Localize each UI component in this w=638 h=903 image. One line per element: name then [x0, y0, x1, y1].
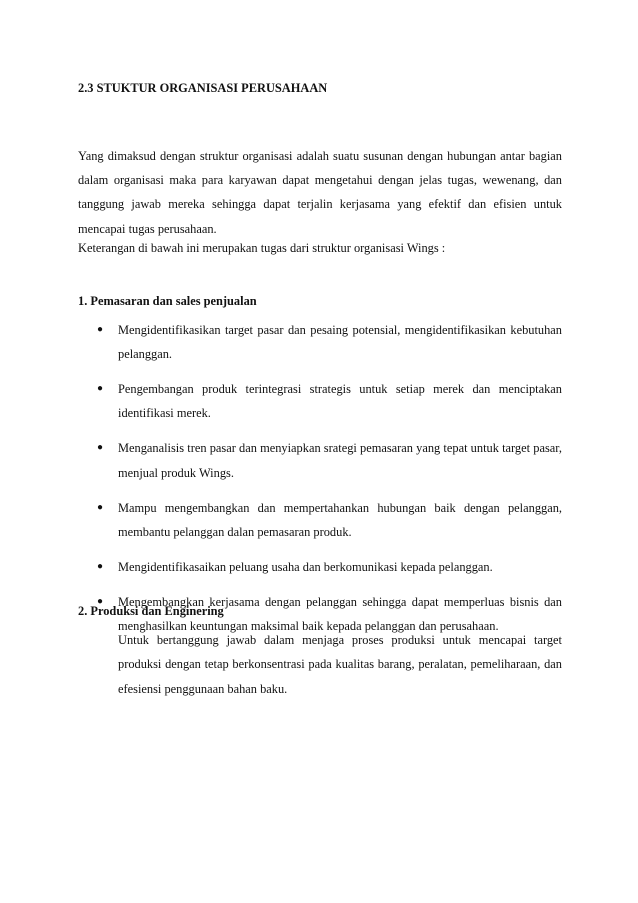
bullet-icon: ●	[97, 595, 104, 607]
keterangan-paragraph: Keterangan di bawah ini merupakan tugas dari struktur organisasi Wings :	[78, 241, 446, 255]
bullet-icon: ●	[97, 442, 104, 454]
bullet-item	[95, 377, 562, 425]
bullet-text: Pengembangan produk terintegrasi strategis untuk setiap merek dan menciptakan identifikasi merek.	[118, 382, 562, 421]
bullet-icon: ●	[97, 501, 104, 513]
bullet-item	[95, 496, 562, 544]
section2-paragraph: Untuk bertanggung jawab dalam menjaga proses produksi untuk mencapai target produksi dengan tetap berkonsentrasi pada kualitas barang, peralatan, pemeliharaan, dan efesiensi penggunaan bahan baku.	[118, 633, 562, 696]
bullet-item	[95, 318, 562, 366]
bullet-icon: ●	[97, 383, 104, 395]
bullet-icon: ●	[97, 560, 104, 572]
section-heading: 2.3 STUKTUR ORGANISASI PERUSAHAAN	[78, 81, 328, 95]
bullet-text: Mampu mengembangkan dan mempertahankan hubungan baik dengan pelanggan, membantu pelanggan dalan pemasaran produk.	[118, 500, 562, 539]
bullet-text: Mengidentifikasaikan peluang usaha dan berkomunikasi kepada pelanggan.	[118, 559, 493, 574]
bullet-text: Mengidentifikasikan target pasar dan pesaing potensial, mengidentifikasikan kebutuhan pelanggan.	[118, 323, 562, 362]
bullet-icon: ●	[97, 324, 104, 335]
bullet-item	[95, 436, 562, 484]
intro-paragraph: Yang dimaksud dengan struktur organisasi adalah suatu susunan dengan hubungan antar bagian dalam organisasi maka para karyawan dapat mengetahui dengan jelas tugas, wewenang, dan tanggung jawab mereka sehingga dapat terjalin kerjasama yang efektif dan efisien untuk mencapai tugas perusahaan.	[78, 149, 562, 236]
section1-title: 1. Pemasaran dan sales penjualan	[78, 294, 257, 308]
section1-bullet-list	[95, 318, 562, 649]
section2-title: 2. Produksi dan Enginering	[78, 604, 224, 618]
bullet-text: Menganalisis tren pasar dan menyiapkan srategi pemasaran yang tepat untuk target pasar, menjual produk Wings.	[118, 441, 562, 480]
bullet-text: Mengembangkan kerjasama dengan pelanggan sehingga dapat memperluas bisnis dan menghasilkan keuntungan maksimal baik kepada pelanggan dan perusahaan.	[118, 594, 562, 634]
bullet-item	[95, 555, 562, 579]
